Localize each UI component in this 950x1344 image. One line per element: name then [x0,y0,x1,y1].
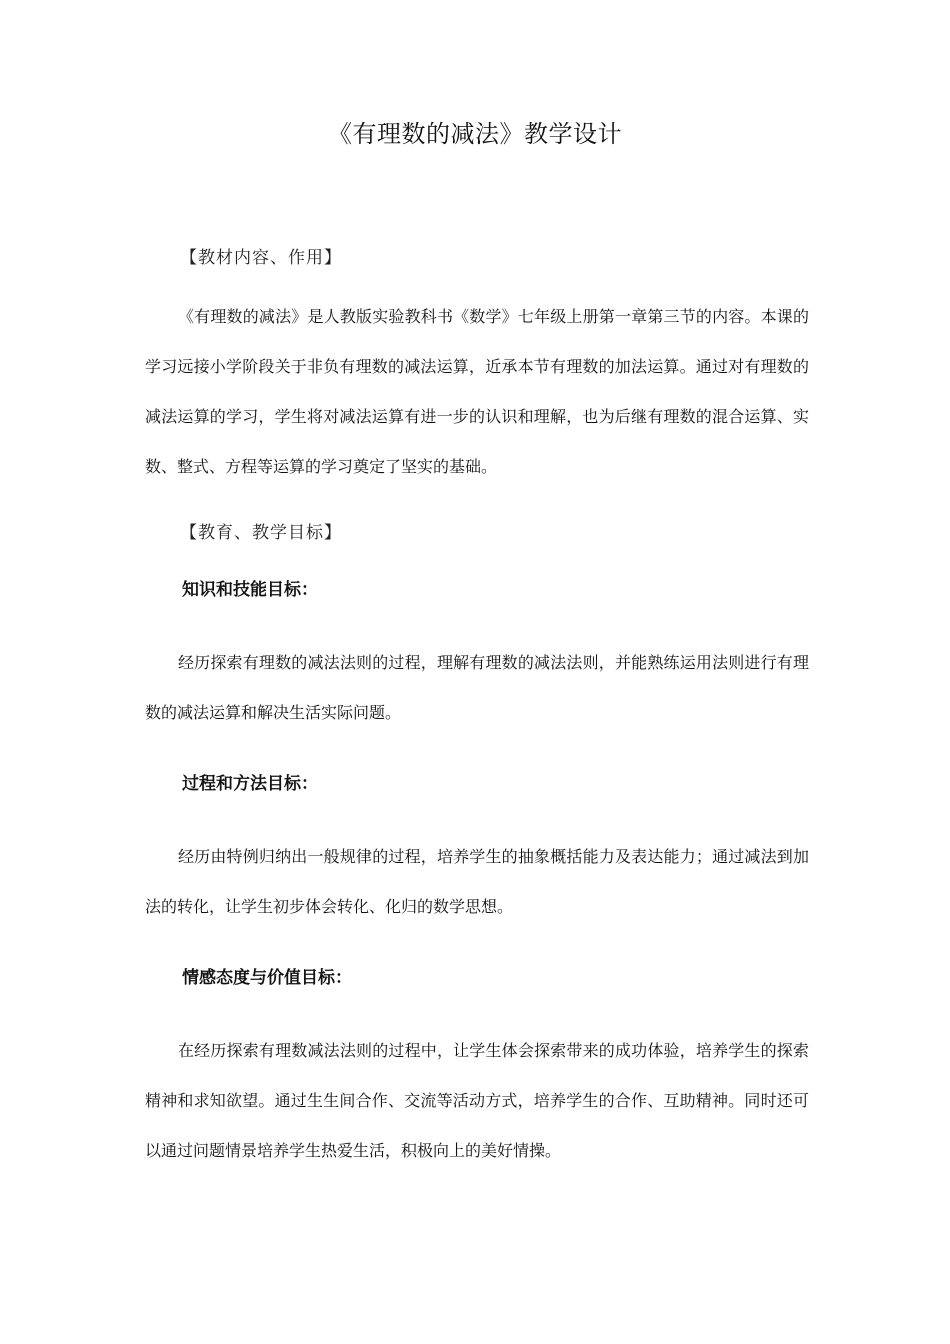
section-heading-goals: 【教育、教学目标】 [180,523,342,543]
sub-heading-process: 过程和方法目标： [182,774,318,794]
sub-heading-knowledge: 知识和技能目标： [182,580,318,600]
sub-heading-emotion: 情感态度与价值目标： [182,968,352,988]
paragraph-process: 经历由特例归纳出一般规律的过程，培养学生的抽象概括能力及表达能力；通过减法到加法的转化，让学生初步体会转化、化归的数学思想。 [145,847,809,916]
paragraph-emotion: 在经历探索有理数减法法则的过程中，让学生体会探索带来的成功体验，培养学生的探索精神和求知欲望。通过生生间合作、交流等活动方式，培养学生的合作、互助精神。同时还可以通过问题情景培养学生热爱生活，积极向上的美好情操。 [145,1041,809,1160]
section-heading-materials: 【教材内容、作用】 [180,248,342,268]
document-title: 《有理数的减法》教学设计 [328,120,622,148]
paragraph-materials: 《有理数的减法》是人教版实验教科书《数学》七年级上册第一章第三节的内容。本课的学习远接小学阶段关于非负有理数的减法运算，近承本节有理数的加法运算。通过对有理数的减法运算的学习，学生将对减法运算有进一步的认识和理解，也为后继有理数的混合运算、实数、整式、方程等运算的学习奠定了坚实的基础。 [145,307,809,476]
paragraph-knowledge: 经历探索有理数的减法法则的过程，理解有理数的减法法则，并能熟练运用法则进行有理数的减法运算和解决生活实际问题。 [145,653,809,722]
